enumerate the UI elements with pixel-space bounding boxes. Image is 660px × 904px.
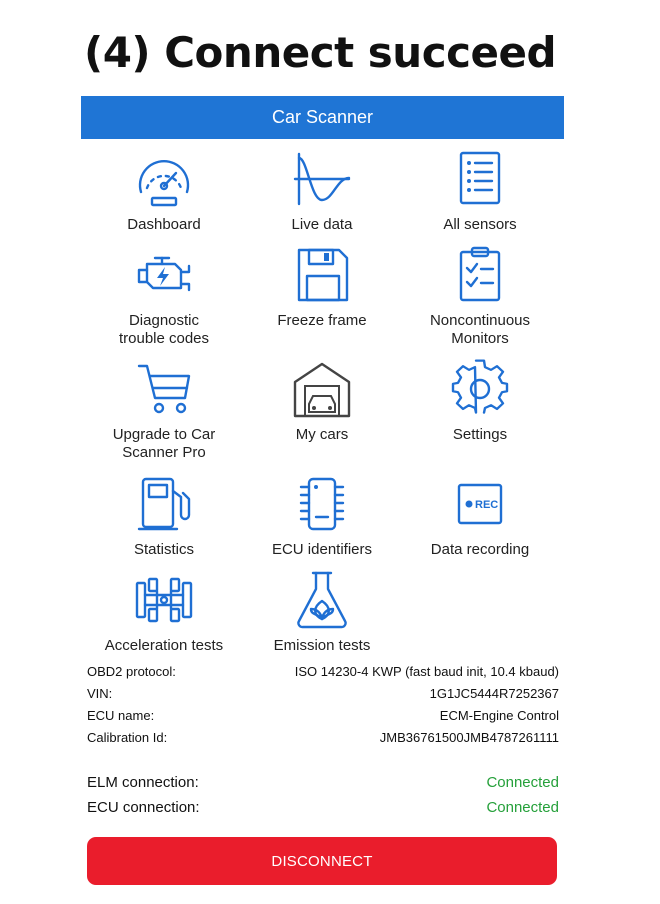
- menu-label: Emission tests: [273, 637, 371, 654]
- menu-item-live-data[interactable]: [243, 148, 401, 234]
- chip-icon: [291, 473, 353, 535]
- waveform-icon: [291, 148, 353, 210]
- menu-item-data-recording[interactable]: [401, 473, 559, 559]
- info-row-vin: [87, 686, 559, 701]
- flask-icon: [291, 569, 353, 631]
- menu-label: ECU identifiers: [271, 541, 373, 558]
- menu-item-statistics[interactable]: [85, 473, 243, 559]
- info-row-calibration-id: [87, 730, 559, 745]
- race-car-icon: [133, 569, 195, 631]
- rec-icon: [449, 473, 511, 535]
- menu-item-settings[interactable]: [401, 358, 559, 444]
- menu-item-diagnostic-trouble-codes[interactable]: [85, 244, 243, 348]
- menu-label: Settings: [452, 426, 508, 443]
- menu-item-freeze-frame[interactable]: [243, 244, 401, 330]
- info-value: ISO 14230-4 KWP (fast baud init, 10.4 kbaud): [294, 664, 559, 679]
- cart-icon: [133, 358, 195, 420]
- menu-item-dashboard[interactable]: [85, 148, 243, 234]
- menu-item-noncontinuous-monitors[interactable]: [401, 244, 559, 348]
- menu-label: Upgrade to Car Scanner Pro: [112, 426, 216, 461]
- info-row-ecu-name: [87, 708, 559, 723]
- menu-item-emission-tests[interactable]: [243, 569, 401, 655]
- list-icon: [449, 148, 511, 210]
- menu-item-ecu-identifiers[interactable]: [243, 473, 401, 559]
- speedometer-icon: [133, 148, 195, 210]
- page-caption: (4) Connect succeed: [84, 28, 557, 77]
- elm-connection-row: [87, 774, 559, 791]
- engine-icon: [133, 244, 195, 306]
- menu-label: Noncontinuous Monitors: [429, 312, 531, 347]
- info-key: OBD2 protocol:: [87, 664, 176, 679]
- ecu-connection-row: [87, 799, 559, 816]
- info-key: ECU name:: [87, 708, 155, 723]
- connection-value: Connected: [486, 774, 559, 791]
- menu-label: Statistics: [133, 541, 194, 558]
- menu-item-upgrade-pro[interactable]: [85, 358, 243, 462]
- menu-item-my-cars[interactable]: [243, 358, 401, 444]
- menu-label: Data recording: [430, 541, 530, 558]
- info-key: VIN:: [87, 686, 113, 701]
- checklist-icon: [449, 244, 511, 306]
- info-key: Calibration Id:: [87, 730, 168, 745]
- app-title: Car Scanner: [271, 107, 374, 127]
- connection-key: ELM connection:: [87, 774, 199, 791]
- menu-item-all-sensors[interactable]: [401, 148, 559, 234]
- info-value: JMB36761500JMB4787261111: [379, 730, 559, 745]
- rec-badge: REC: [475, 499, 499, 511]
- connection-value: Connected: [486, 799, 559, 816]
- app-title-bar: [81, 96, 564, 139]
- disconnect-button[interactable]: DISCONNECT: [87, 837, 557, 885]
- garage-icon: [291, 358, 353, 420]
- menu-label: Acceleration tests: [104, 637, 224, 654]
- menu-label: Dashboard: [127, 216, 201, 233]
- menu-label: All sensors: [443, 216, 517, 233]
- gear-icon: [449, 358, 511, 420]
- info-value: 1G1JC5444R7252367: [429, 686, 559, 701]
- menu-label: Freeze frame: [277, 312, 367, 329]
- menu-label: Live data: [291, 216, 353, 233]
- menu-item-acceleration-tests[interactable]: [85, 569, 243, 655]
- fuel-pump-icon: [133, 473, 195, 535]
- info-row-protocol: [87, 664, 559, 679]
- info-value: ECM-Engine Control: [439, 708, 559, 723]
- menu-label: Diagnostic trouble codes: [118, 312, 210, 347]
- menu-label: My cars: [295, 426, 349, 443]
- connection-key: ECU connection:: [87, 799, 200, 816]
- floppy-disk-icon: [291, 244, 353, 306]
